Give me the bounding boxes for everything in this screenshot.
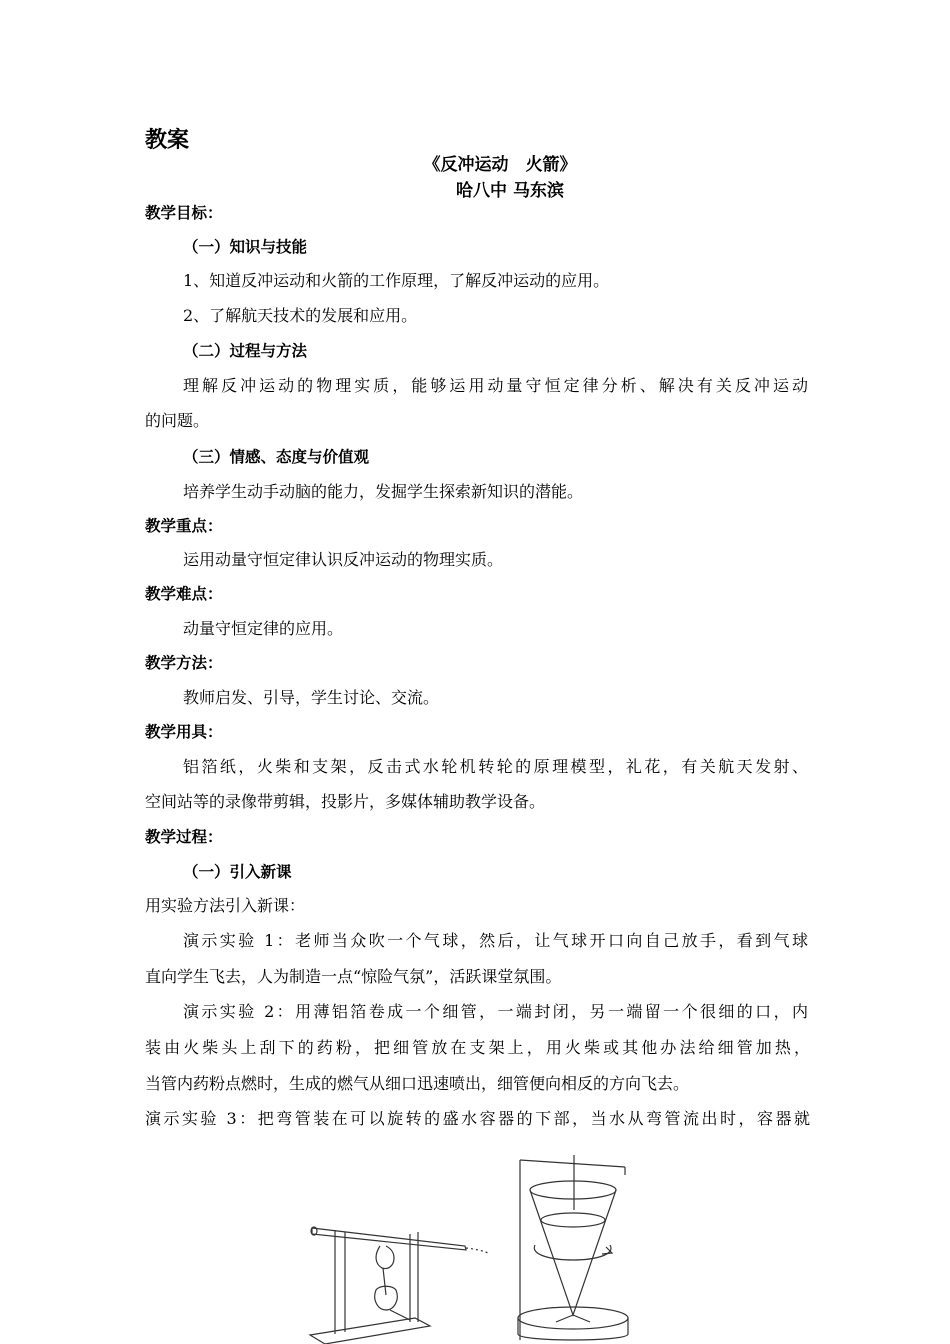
lesson-title: 《反冲运动 火箭》 [423, 155, 577, 175]
difficulties-heading: 教学难点： [145, 585, 223, 603]
tools-heading: 教学用具： [145, 723, 223, 741]
demo2-text-3: 当管内药粉点燃时，生成的燃气从细口迅速喷出，细管便向相反的方向飞去。 [145, 1074, 690, 1093]
intro-heading: （一）引入新课 [183, 863, 292, 881]
demo2-text-2: 装由火柴头上刮下的药粉，把细管放在支架上，用火柴或其他办法给细管加热， [145, 1038, 810, 1057]
process-method-text-1: 理解反冲运动的物理实质，能够运用动量守恒定律分析、解决有关反冲运动 [183, 376, 808, 395]
author-line: 哈八中 马东滨 [456, 181, 564, 201]
emotion-heading: （三）情感、态度与价值观 [183, 448, 370, 466]
tools-text-1: 铝箔纸，火柴和支架，反击式水轮机转轮的原理模型，礼花，有关航天发射、 [183, 757, 808, 776]
tube-on-stand-figure [310, 1227, 490, 1344]
process-heading: 教学过程： [145, 828, 223, 846]
tools-text-2: 空间站等的录像带剪辑，投影片，多媒体辅助教学设备。 [145, 792, 546, 811]
process-method-heading: （二）过程与方法 [183, 342, 308, 360]
demo3-text-1: 演示实验 3：把弯管装在可以旋转的盛水容器的下部，当水从弯管流出时，容器就 [145, 1109, 810, 1128]
knowledge-item-1: 1、知道反冲运动和火箭的工作原理，了解反冲运动的应用。 [183, 271, 610, 290]
process-method-text-2: 的问题。 [145, 411, 210, 430]
emotion-text: 培养学生动手动脑的能力，发掘学生探索新知识的潜能。 [183, 482, 584, 501]
rotating-container-figure [518, 1155, 628, 1340]
knowledge-item-2: 2、了解航天技术的发展和应用。 [183, 306, 418, 325]
demo1-text-1: 演示实验 1：老师当众吹一个气球，然后，让气球开口向自己放手，看到气球 [183, 931, 808, 950]
key-points-text: 运用动量守恒定律认识反冲运动的物理实质。 [183, 550, 504, 569]
knowledge-heading: （一）知识与技能 [183, 238, 308, 256]
experiment-illustrations [290, 1150, 650, 1344]
demo2-text-1: 演示实验 2：用薄铝箔卷成一个细管，一端封闭，另一端留一个很细的口，内 [183, 1002, 808, 1021]
methods-heading: 教学方法： [145, 654, 223, 672]
key-points-heading: 教学重点： [145, 517, 223, 535]
objectives-heading: 教学目标： [145, 204, 223, 222]
demo1-text-2: 直向学生飞去，人为制造一点“惊险气氛”，活跃课堂氛围。 [145, 967, 562, 986]
methods-text: 教师启发、引导，学生讨论、交流。 [183, 688, 440, 707]
document-title: 教案 [145, 128, 190, 153]
intro-text: 用实验方法引入新课： [145, 896, 306, 915]
difficulties-text: 动量守恒定律的应用。 [183, 619, 344, 638]
